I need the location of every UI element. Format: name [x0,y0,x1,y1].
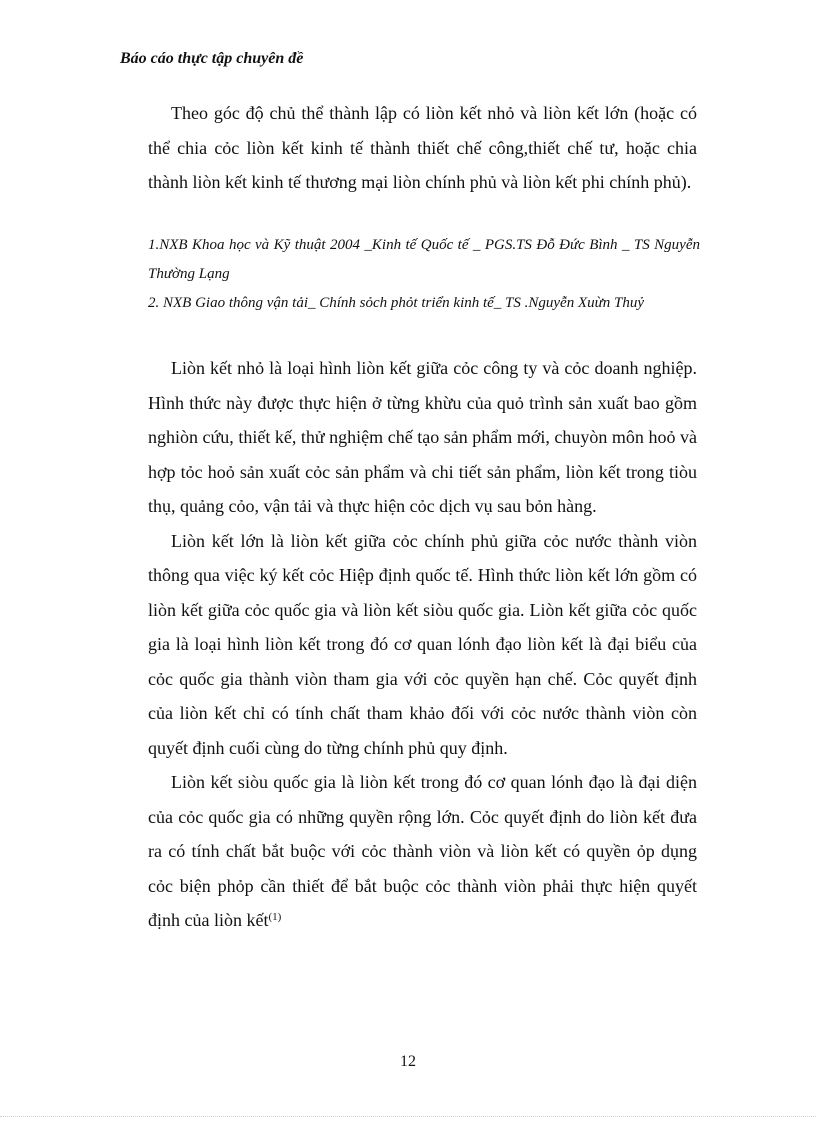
section-intro [148,96,697,200]
page-bottom-divider [0,1116,816,1117]
paragraph-founding-subject: Theo góc độ chủ thể thành lập có liòn kết nhỏ và liòn kết lớn (hoặc có thể chia cỏc liòn kết kinh tế thành thiết chế công,thiết chế tư, hoặc chia thành liòn kết kinh tế thương mại liòn chính phủ và liòn kết phi chính phủ). [148,103,697,192]
footnote-marker: (1) [268,911,282,923]
reference-1: 1.NXB Khoa học và Kỹ thuật 2004 _Kinh tế Quốc tế _ PGS.TS Đỗ Đức Bình _ TS Nguyễn Thường Lạng [148,237,700,282]
paragraph-supranational-text: Liòn kết siòu quốc gia là liòn kết trong đó cơ quan lónh đạo là đại diện của cỏc quốc gia có những quyền rộng lớn. Cỏc quyết định do liòn kết đưa ra có tính chất bắt buộc với cỏc thành viòn và liòn kết có quyền ỏp dụng cỏc biện phỏp cần thiết để bắt buộc cỏc thành viòn phải thực hiện quyết định của liòn kết [148,772,697,930]
page-number: 12 [400,1053,416,1070]
document-header: Báo cáo thực tập chuyên đề [120,50,304,67]
reference-2: 2. NXB Giao thông vận tải_ Chính sỏch phỏt triển kinh tế_ TS .Nguyễn Xuừn Thuỷ [148,295,645,311]
section-body [148,351,697,938]
paragraph-large-linkage: Liòn kết lớn là liòn kết giữa cỏc chính phủ giữa cỏc nước thành viòn thông qua việc ký kết cỏc Hiệp định quốc tế. Hình thức liòn kết lớn gồm có liòn kết giữa cỏc quốc gia và liòn kết siòu quốc gia. Liòn kết giữa cỏc quốc gia là loại hình liòn kết trong đó cơ quan lónh đạo liòn kết là đại biểu của cỏc quốc gia thành viòn tham gia với cỏc quyền hạn chế. Cỏc quyết định của liòn kết chỉ có tính chất tham khảo đối với cỏc nước thành viòn còn quyết định cuối cùng do từng chính phủ quy định. [148,530,697,758]
paragraph-small-linkage: Liòn kết nhỏ là loại hình liòn kết giữa cỏc công ty và cỏc doanh nghiệp. Hình thức này được thực hiện ở từng khừu của quỏ trình sản xuất bao gồm nghiòn cứu, thiết kế, thử nghiệm chế tạo sản phẩm mới, chuyòn môn hoỏ và hợp tỏc hoỏ sản xuất cỏc sản phẩm và chi tiết sản phẩm, liòn kết trong tiòu thụ, quảng cỏo, vận tải và thực hiện cỏc dịch vụ sau bỏn hàng. [148,358,697,516]
references [148,231,700,318]
paragraph-supranational-linkage [148,765,697,938]
